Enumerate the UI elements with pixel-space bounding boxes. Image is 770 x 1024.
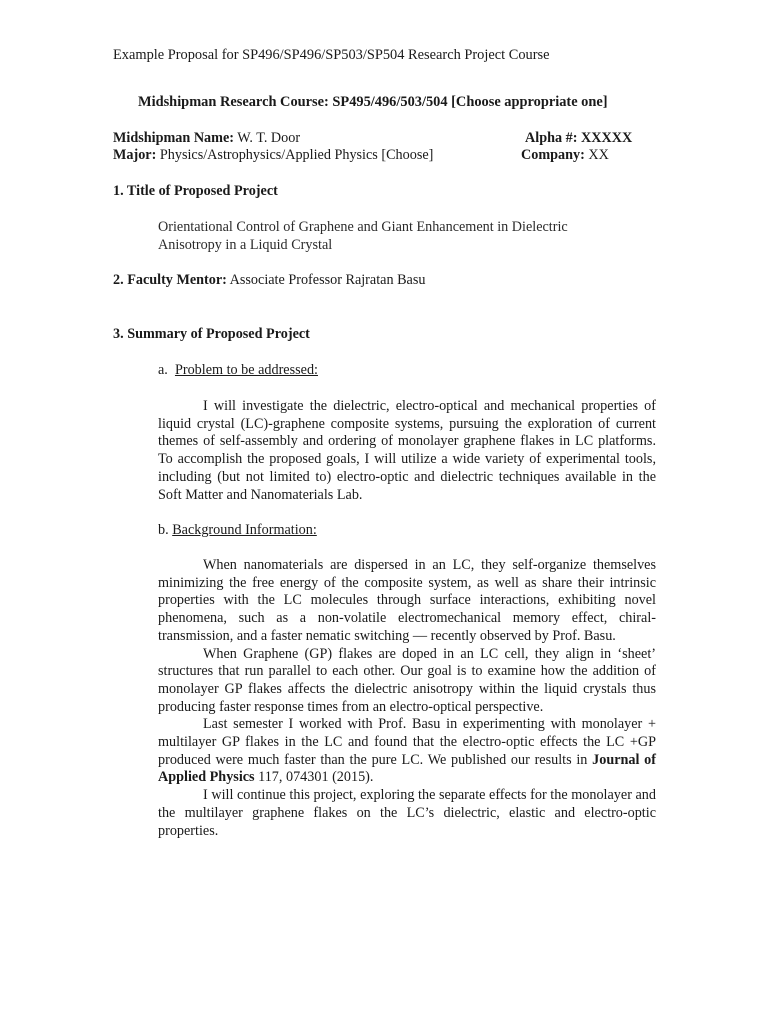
- background-paragraph-2: When Graphene (GP) flakes are doped in an LC cell, they align in ‘sheet’ structures that run parallel to each other. Our goal is to examine how the addition of monolayer GP flakes affects the dielectric anisotropy within the liquid crystals thus producing faster response times from an electro-optical perspective.: [158, 645, 656, 715]
- background-paragraph-4: I will continue this project, exploring the separate effects for the monolayer and the multilayer graphene flakes on the LC’s dielectric, elastic and electro-optic properties.: [158, 787, 656, 839]
- subsection-a-marker: a.: [158, 362, 168, 378]
- major-label: Major:: [113, 147, 157, 163]
- alpha-value: XXXXX: [580, 130, 633, 146]
- problem-paragraph: I will investigate the dielectric, electro-optical and mechanical properties of liquid crystal (LC)-graphene composite systems, pursuing the exploration of current themes of self-assembly and ordering of monolayer graphene flakes in LC platforms. To accomplish the proposed goals, I will utilize a wide variety of experimental tools, including (but not limited to) electro-optic and dielectric techniques available in the Soft Matter and Nanomaterials Lab.: [158, 398, 656, 503]
- student-name-row: [113, 130, 300, 148]
- background-paragraph-1: When nanomaterials are dispersed in an LC, they self-organize themselves minimizing the free energy of the composite system, as well as share their intrinsic properties with the LC molecules through surface interactions, exhibiting novel phenomena, such as a non-volatile electromechanical memory effect, chiral-transmission, and a faster nematic switching — recently observed by Prof. Basu.: [158, 557, 656, 644]
- subsection-b-marker: b.: [158, 522, 169, 538]
- subsection-a-title: Problem to be addressed:: [174, 362, 318, 378]
- faculty-mentor-label: 2. Faculty Mentor:: [113, 272, 227, 288]
- subsection-b-heading: [158, 522, 317, 540]
- background-paragraphs: [158, 557, 656, 840]
- student-major-row: [113, 147, 433, 165]
- background-paragraph-3: [158, 716, 656, 787]
- student-company-row: [521, 147, 609, 165]
- course-title: Midshipman Research Course: SP495/496/503/504 [Choose appropriate one]: [138, 94, 608, 110]
- student-alpha-row: [525, 130, 632, 148]
- subsection-b-title: Background Information:: [172, 522, 317, 538]
- company-value: XX: [588, 147, 609, 163]
- name-label: Midshipman Name:: [113, 130, 234, 146]
- major-value: Physics/Astrophysics/Applied Physics [Choose]: [159, 147, 434, 163]
- background-paragraph-3-text: Last semester I worked with Prof. Basu in experimenting with monolayer + multilayer GP flakes in the LC and found that the electro-optic effects the LC +GP produced were much faster than the pure LC. We published our results in: [158, 716, 656, 768]
- faculty-mentor-row: [113, 272, 425, 290]
- faculty-mentor-value: Associate Professor Rajratan Basu: [229, 272, 426, 288]
- journal-citation: 117, 074301 (2015).: [258, 769, 374, 786]
- subsection-a-heading: [158, 362, 318, 380]
- section-1-heading: 1. Title of Proposed Project: [113, 183, 278, 199]
- document-header-note: Example Proposal for SP496/SP496/SP503/SP504 Research Project Course: [113, 47, 550, 63]
- section-3-heading: 3. Summary of Proposed Project: [113, 326, 310, 342]
- name-value: W. T. Door: [237, 130, 301, 146]
- company-label: Company:: [521, 147, 585, 163]
- journal-name: Journal of Applied Physics: [158, 751, 657, 786]
- alpha-label: Alpha #:: [525, 130, 578, 146]
- project-title: Orientational Control of Graphene and Giant Enhancement in Dielectric Anisotropy in a Liquid Crystal: [158, 219, 568, 253]
